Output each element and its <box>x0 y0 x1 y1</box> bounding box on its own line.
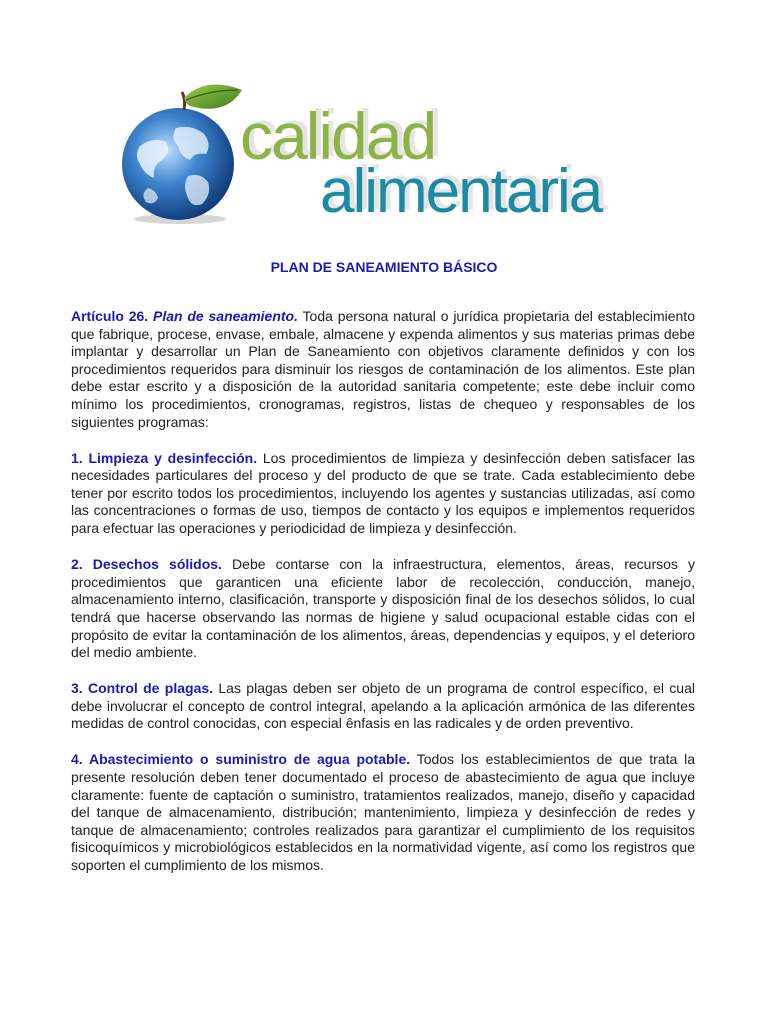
document-title: PLAN DE SANEAMIENTO BÁSICO <box>270 259 498 275</box>
logo <box>118 76 658 226</box>
program-text: Debe contarse con la infraestructura, elementos, áreas, recursos y procedimientos que garanticen una eficiente labor de recolección, conducción, manejo, almacenamiento interno, clasificación, transporte y disposición final de los desechos sólidos, lo cual tendrá que hacerse observando las normas de higiene y salud ocupacional estable cidas con el propósito de evitar la contaminación de los alimentos, áreas, dependencias y equipos, y el deterioro del medio ambiente. <box>71 556 695 661</box>
program-text: Todos los establecimientos de que trata la presente resolución deben tener documentado el proceso de abastecimiento de agua que incluye claramente: fuente de captación o suministro, tratamientos realizados, manejo, diseño y capacidad del tanque de almacenamiento, distribución; mantenimiento, limpieza y desinfección de redes y tanque de almacenamiento; controles realizados para garantizar el cumplimiento de los requisitos fisicoquímicos y microbiológicos establecidos en la normatividad vigente, así como los registros que soporten el cumplimiento de los mismos. <box>71 751 695 874</box>
program-paragraph <box>71 751 695 874</box>
article-name: Plan de saneamiento. <box>152 308 298 324</box>
program-text: Las plagas deben ser objeto de un programa de control específico, el cual debe involucrar el concepto de control integral, apelando a la aplicación armónica de las diferentes medidas de control conocidas, con especial ênfasis en las radicales y de orden preventivo. <box>71 680 695 732</box>
program-paragraph <box>71 556 695 662</box>
program-paragraph <box>71 680 695 733</box>
brand-line-alimentaria: alimentaria <box>320 157 602 226</box>
program-text: Los procedimientos de limpieza y desinfección deben satisfacer las necesidades particulares del proceso y del producto de que se trate. Cada establecimiento debe tener por escrito todos los procedimientos, incluyendo los agentes y sustancias utilizadas, así como las concentraciones o formas de uso, tiempos de contacto y los equipos e implementos requeridos para efectuar las operaciones y periodicidad de limpieza y desinfección. <box>71 449 695 537</box>
program-heading: 4. Abastecimiento o suministro de agua potable. <box>71 751 411 768</box>
document-body <box>71 308 695 893</box>
program-heading: 1. Limpieza y desinfección. <box>71 449 258 466</box>
program-paragraph <box>71 450 695 538</box>
article-paragraph <box>71 308 695 431</box>
brand-wordmark <box>240 98 660 226</box>
program-heading: 3. Control de plagas. <box>71 680 214 697</box>
article-text: Toda persona natural o jurídica propietaria del establecimiento que fabrique, procese, envase, embale, almacene y expenda alimentos y sus materias primas debe implantar y desarrollar un Plan de Saneamiento con objetivos claramente definidos y con los procedimientos requeridos para disminuir los riesgos de contaminación de los alimentos. Este plan debe estar escrito y a disposición de la autoridad sanitaria competente; este debe incluir como mínimo los procedimientos, cronogramas, registros, listas de chequeo y responsables de los siguientes programas: <box>71 308 695 430</box>
globe-apple-icon <box>118 76 242 226</box>
program-heading: 2. Desechos sólidos. <box>71 556 222 573</box>
article-number: Artículo 26. <box>71 308 149 324</box>
brand-line-calidad: calidad <box>240 99 436 173</box>
